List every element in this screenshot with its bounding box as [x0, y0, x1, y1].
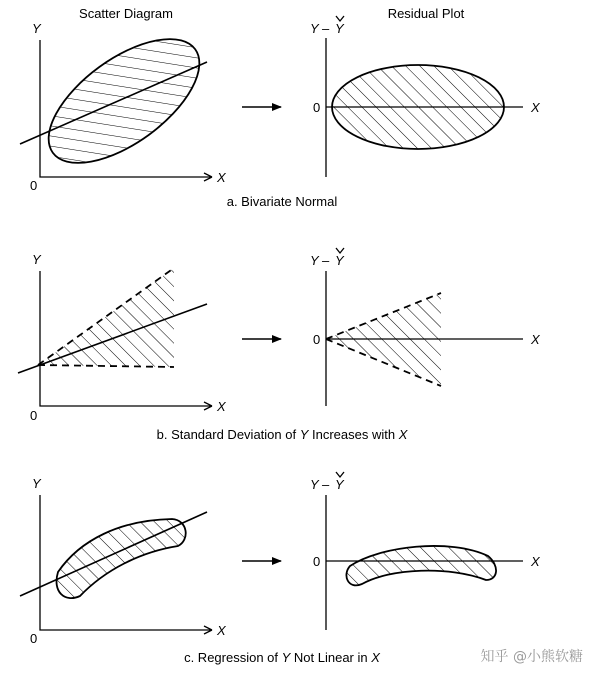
panel-a-resid-y-hat: Y [335, 21, 344, 36]
panel-b-scatter-wedge [38, 268, 174, 367]
caption-b-mid: Increases with [308, 427, 399, 442]
caption-c [184, 650, 381, 665]
caption-b-var-y: Y [299, 427, 309, 442]
panel-a-residual [310, 16, 541, 177]
panel-b-x-label: X [217, 399, 226, 414]
panel-c-regression-line [20, 512, 207, 596]
panel-b-resid-zero: 0 [313, 332, 321, 347]
panel-b [18, 248, 541, 442]
panel-c-residual [310, 472, 541, 630]
panel-a-y-label: Y [32, 21, 41, 36]
panel-c-resid-y-prefix: Y – [310, 477, 330, 492]
panel-b-resid-y-prefix: Y – [310, 253, 330, 268]
caption-c-suffix: Not Linear in [290, 650, 372, 665]
scatter-diagram-header: Scatter Diagram [79, 6, 173, 21]
panel-a-resid-y-prefix: Y – [310, 21, 330, 36]
caption-b-var-x: X [398, 427, 408, 442]
caption-c-var-y: Y [281, 650, 291, 665]
panel-c-origin: 0 [30, 631, 38, 646]
panel-a-resid-zero: 0 [313, 100, 321, 115]
panel-b-resid-y-hat: Y [335, 253, 344, 268]
panel-c-resid-x-label: X [531, 554, 540, 569]
residual-plot-header: Residual Plot [387, 6, 465, 21]
panel-c-resid-zero: 0 [313, 554, 321, 569]
panel-a-origin: 0 [30, 178, 38, 193]
panel-c-scatter [20, 476, 227, 646]
panel-b-scatter [18, 252, 227, 423]
panel-b-origin: 0 [30, 408, 38, 423]
panel-c-residual-curve [346, 546, 496, 585]
panel-b-y-label: Y [32, 252, 41, 267]
caption-b [157, 427, 409, 442]
panel-b-resid-x-label: X [531, 332, 540, 347]
panel-b-residual [310, 248, 541, 406]
caption-c-prefix: c. Regression of [184, 650, 282, 665]
caption-c-var-x: X [371, 650, 380, 665]
panel-a-x-label: X [217, 170, 226, 185]
panel-c-x-label: X [217, 623, 226, 638]
panel-c [20, 472, 541, 665]
panel-a-scatter-ellipse [28, 15, 220, 186]
panel-c-resid-y-hat: Y [335, 477, 344, 492]
panel-a-resid-x-label: X [531, 100, 540, 115]
panel-c-y-label: Y [32, 476, 41, 491]
panel-a [20, 15, 541, 209]
caption-b-prefix: b. Standard Deviation of [156, 427, 300, 442]
watermark-text: 知乎 @小熊软糖 [480, 649, 583, 665]
panel-a-scatter [20, 15, 227, 193]
caption-a: a. Bivariate Normal [226, 194, 338, 209]
